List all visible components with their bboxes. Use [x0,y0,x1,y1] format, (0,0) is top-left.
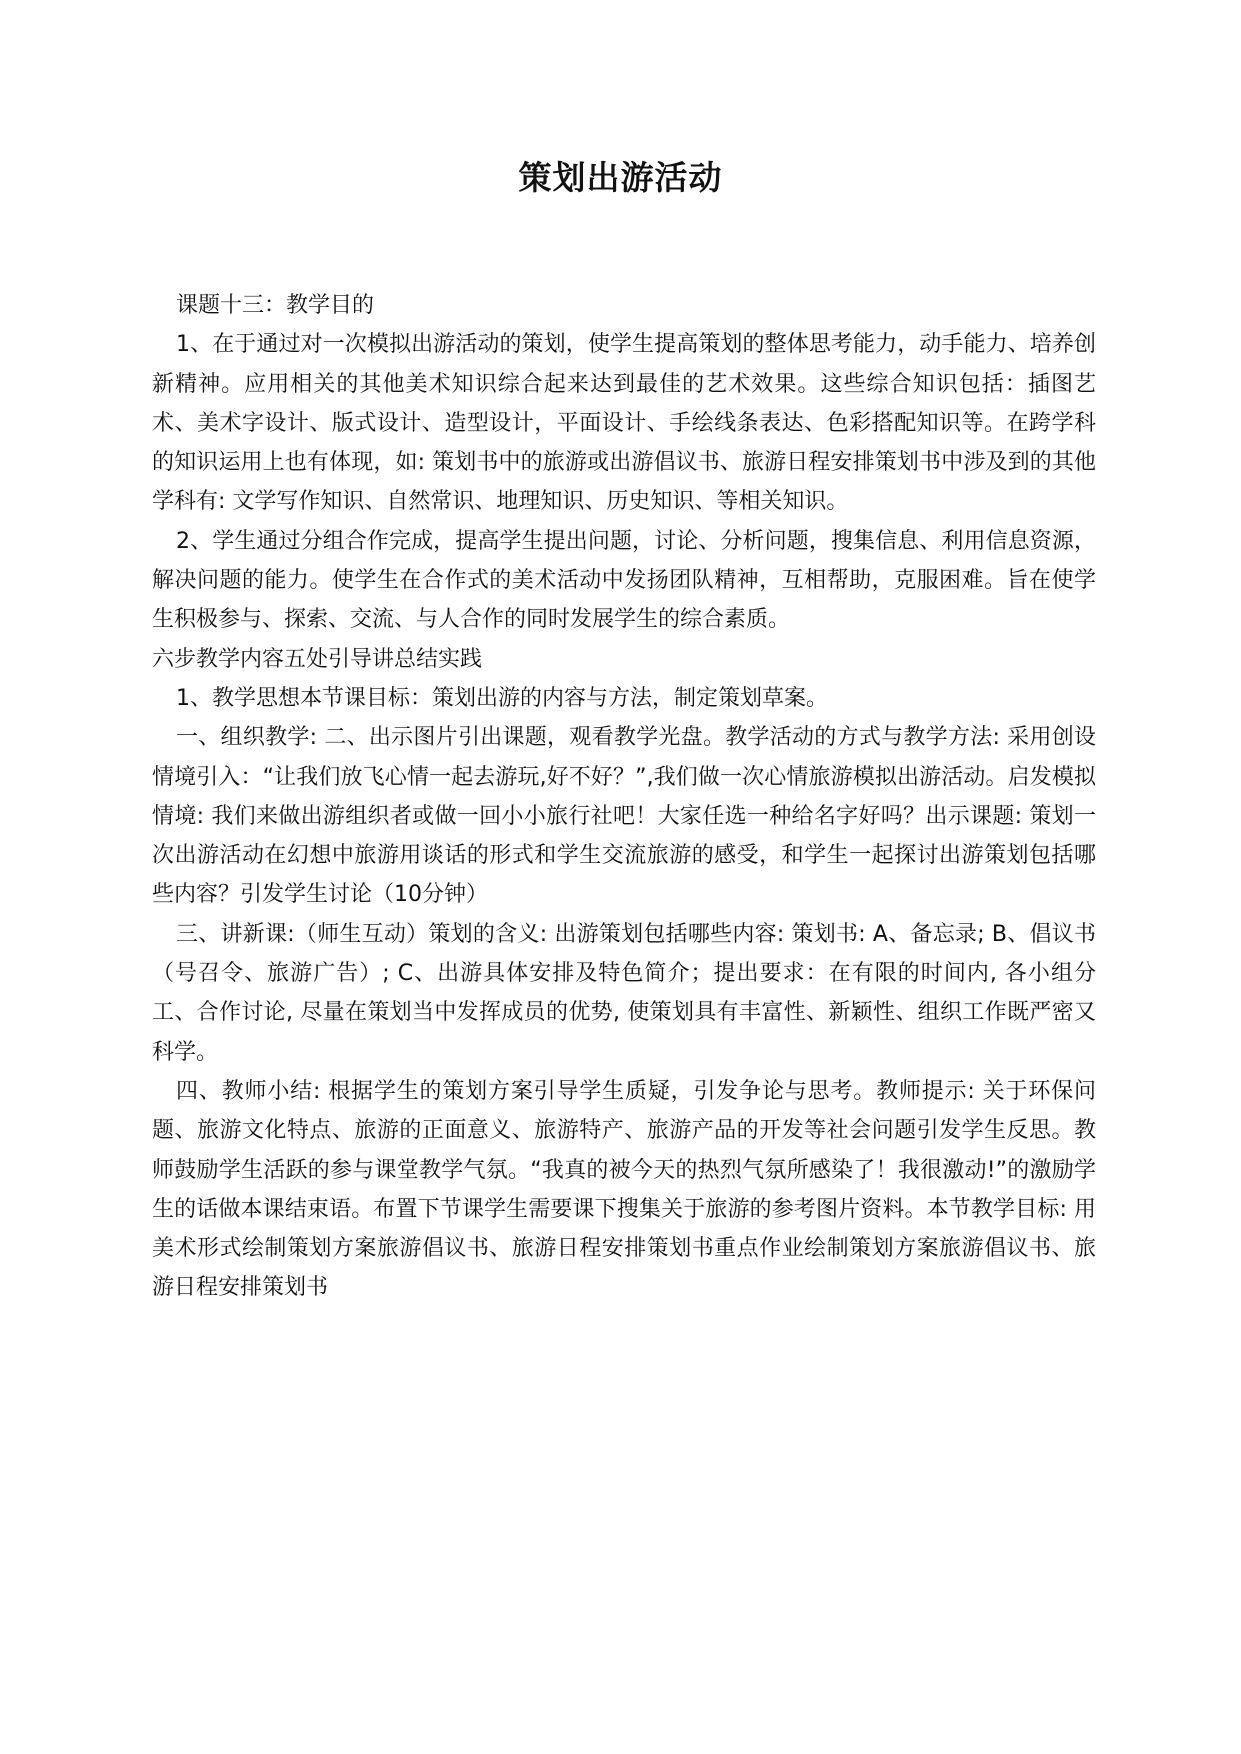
document-body [152,286,1096,1308]
teaching-steps-line: 六步教学内容五处引导讲总结实践 [152,646,483,672]
teaching-goal-paragraph: 1、教学思想本节课目标：策划出游的内容与方法，制定策划草案。 [176,685,828,711]
objective-paragraph-2: 2、学生通过分组合作完成，提高学生提出问题，讨论、分析问题，搜集信息、利用信息资源，解决问题的能力。使学生在合作式的美术活动中发扬团队精神，互相帮助，克服困难。旨在使学生积极参与、探索、交流、与人合作的同时发展学生的综合素质。 [152,528,1096,633]
teacher-summary-paragraph: 四、教师小结: 根据学生的策划方案引导学生质疑，引发争论与思考。教师提示: 关于环保问题、旅游文化特点、旅游的正面意义、旅游特产、旅游产品的开发等社会问题引发学生反思。教师鼓励学生活跃的参与课堂教学气氛。“我真的被今天的热烈气氛所感染了！我很激动!”的激励学生的话做本课结束语。布置下节课学生需要课下搜集关于旅游的参考图片资料。本节教学目标: 用美术形式绘制策划方案旅游倡议书、旅游日程安排策划书重点作业绘制策划方案旅游倡议书、旅游日程安排策划书 [152,1078,1096,1301]
organize-teaching-paragraph: 一、组织教学: 二、出示图片引出课题，观看教学光盘。教学活动的方式与教学方法: 采用创设情境引入：“让我们放飞心情一起去游玩,好不好？”,我们做一次心情旅游模拟出游活动。启发模拟情境: 我们来做出游组织者或做一回小小旅行社吧！大家任选一种给名字好吗？出示课题: 策划一次出游活动在幻想中旅游用谈话的形式和学生交流旅游的感受，和学生一起探讨出游策划包括哪些内容？引发学生讨论（10分钟） [152,725,1096,908]
lesson-heading: 课题十三：教学目的 [176,293,375,318]
new-lesson-paragraph: 三、讲新课:（师生互动）策划的含义: 出游策划包括哪些内容: 策划书: A、备忘录; B、倡议书（号召令、旅游广告）; C、出游具体安排及特色简介；提出要求：在有限的时间内, 各小组分工、合作讨论, 尽量在策划当中发挥成员的优势, 使策划具有丰富性、新颖性、组织工作既严密又科学。 [152,921,1096,1065]
objective-paragraph-1: 1、在于通过对一次模拟出游活动的策划，使学生提高策划的整体思考能力，动手能力、培养创新精神。应用相关的其他美术知识综合起来达到最佳的艺术效果。这些综合知识包括：插图艺术、美术字设计、版式设计、造型设计，平面设计、手绘线条表达、色彩搭配知识等。在跨学科的知识运用上也有体现，如: 策划书中的旅游或出游倡议书、旅游日程安排策划书中涉及到的其他学科有: 文学写作知识、自然常识、地理知识、历史知识、等相关知识。 [152,332,1096,515]
document-title: 策划出游活动 [518,158,723,197]
